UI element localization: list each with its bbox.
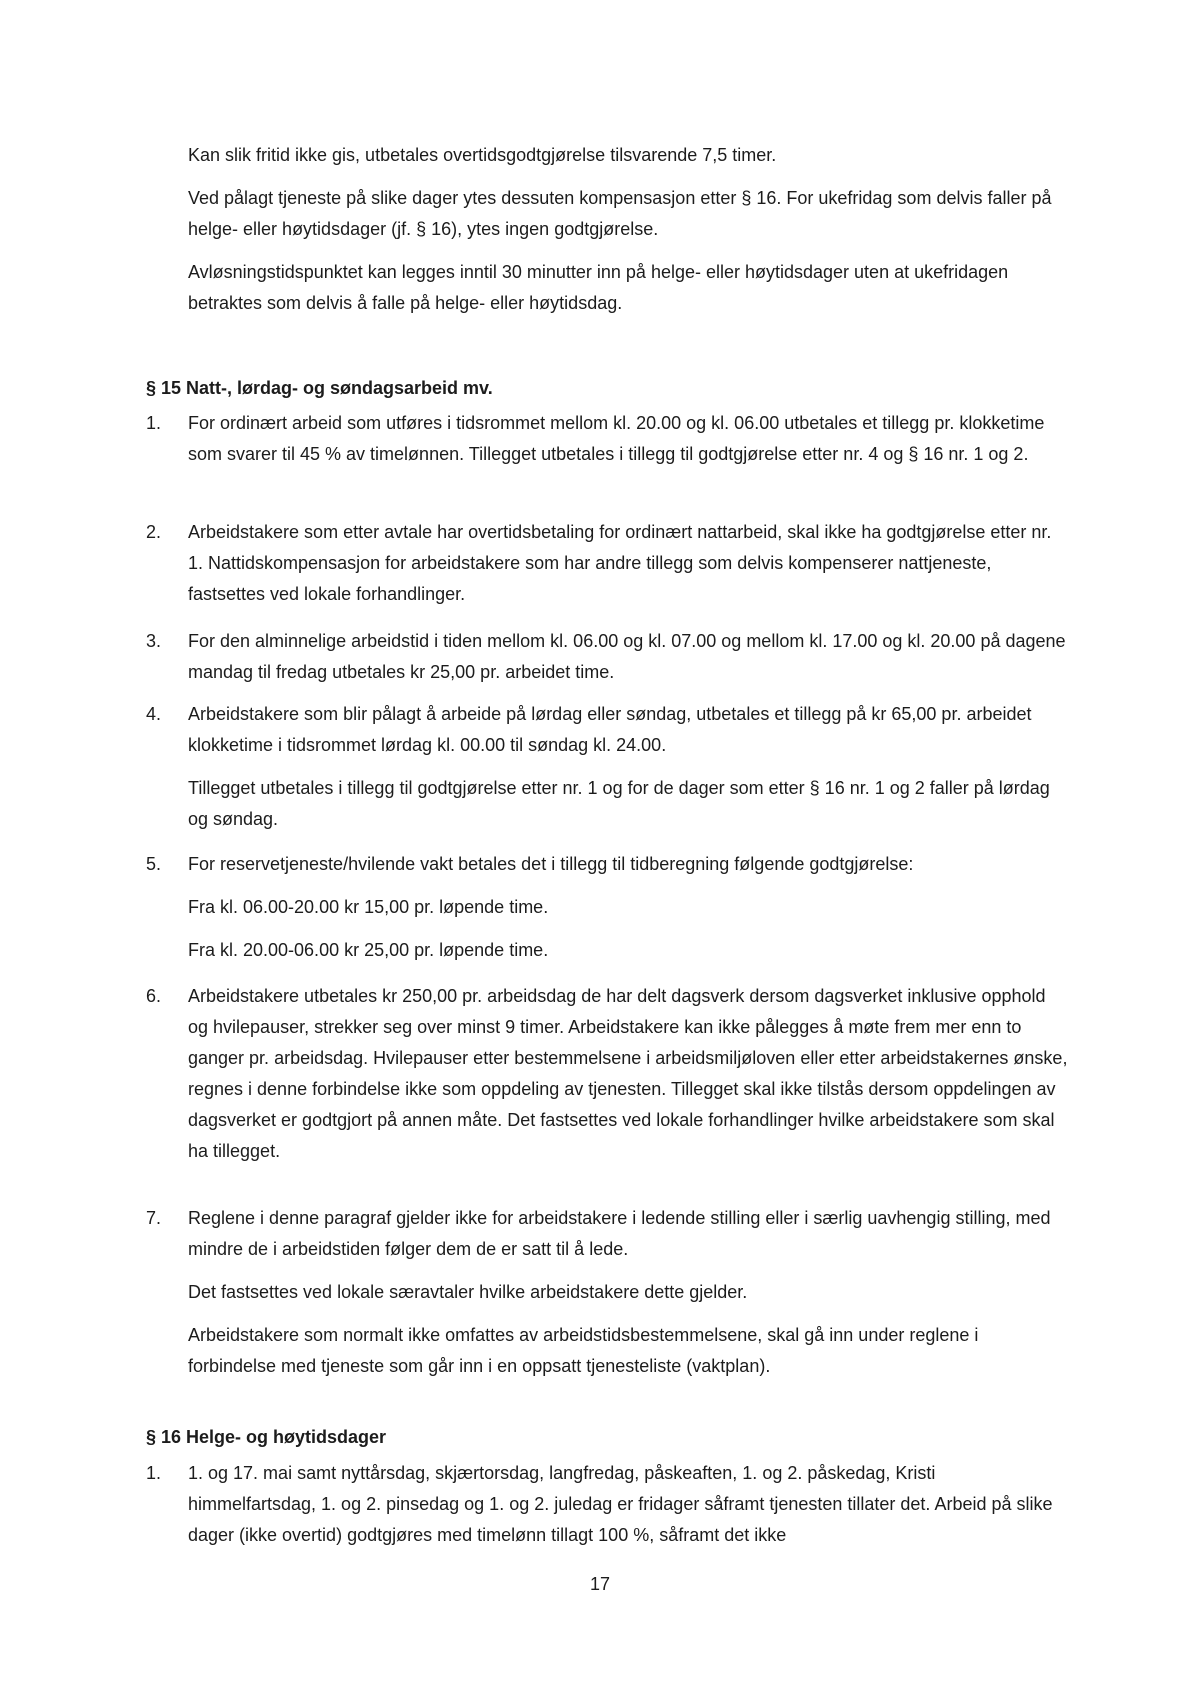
- rate-line-night: Fra kl. 20.00-06.00 kr 25,00 pr. løpende time.: [188, 940, 549, 960]
- item-extra-text: Det fastsettes ved lokale særavtaler hvilke arbeidstakere dette gjelder.: [188, 1282, 748, 1302]
- item-extra-text: Arbeidstakere som normalt ikke omfattes av arbeidstidsbestemmelsene, skal gå inn under reglene i forbindelse med tjeneste som går inn i en oppsatt tjenesteliste (vaktplan).: [188, 1325, 979, 1376]
- item-number: 7.: [146, 1208, 162, 1228]
- section-15-item-4: [146, 699, 1068, 847]
- item-text: 1. og 17. mai samt nyttårsdag, skjærtorsdag, langfredag, påskeaften, 1. og 2. påskedag, Kristi himmelfartsdag, 1. og 2. pinsedag og 1. og 2. juledag er fridager såframt tjenesten tillater det. Arbeid på slike dager (ikke overtid) godtgjøres med timelønn tillagt 100 %, såframt det ikke: [188, 1463, 1053, 1545]
- section-15-item-1: [146, 408, 1068, 482]
- section-15-item-2: [146, 517, 1068, 622]
- section-15-heading: § 15 Natt-, lørdag- og søndagsarbeid mv.: [146, 378, 493, 398]
- intro-paragraph: Ved pålagt tjeneste på slike dager ytes dessuten kompensasjon etter § 16. For ukefridag som delvis faller på helge- eller høytidsdager (jf. § 16), ytes ingen godtgjørelse.: [188, 188, 1052, 239]
- intro-paragraph: Kan slik fritid ikke gis, utbetales overtidsgodtgjørelse tilsvarende 7,5 timer.: [188, 145, 777, 165]
- section-15-item-7: [146, 1203, 1068, 1394]
- item-extra-text: Tillegget utbetales i tillegg til godtgjørelse etter nr. 1 og for de dager som etter § 16 nr. 1 og 2 faller på lørdag og søndag.: [188, 778, 1050, 829]
- item-text: Arbeidstakere som blir pålagt å arbeide på lørdag eller søndag, utbetales et tillegg på kr 65,00 pr. arbeidet klokketime i tidsrommet lørdag kl. 00.00 til søndag kl. 24.00.: [188, 704, 1032, 755]
- item-number: 1.: [146, 413, 162, 433]
- item-number: 5.: [146, 854, 162, 874]
- section-15-item-6: [146, 981, 1068, 1179]
- item-number: 1.: [146, 1463, 162, 1483]
- section-16-heading: § 16 Helge- og høytidsdager: [146, 1427, 387, 1447]
- item-number: 2.: [146, 522, 162, 542]
- item-text: Arbeidstakere utbetales kr 250,00 pr. arbeidsdag de har delt dagsverk dersom dagsverket inklusive opphold og hvilepauser, strekker seg over minst 9 timer. Arbeidstakere kan ikke pålegges å møte frem mer enn to ganger pr. arbeidsdag. Hvilepauser etter bestemmelsene i arbeidsmiljøloven eller etter arbeidstakernes ønske, regnes i denne forbindelse ikke som oppdeling av tjenesten. Tillegget skal ikke tilstås dersom oppdelingen av dagsverket er godtgjort på annen måte. Det fastsettes ved lokale forhandlinger hvilke arbeidstakere som skal ha tillegget.: [188, 986, 1068, 1161]
- section-15-item-3: [146, 626, 1068, 700]
- section-16-item-1: [146, 1458, 1068, 1563]
- intro-paragraph: Avløsningstidspunktet kan legges inntil 30 minutter inn på helge- eller høytidsdager uten at ukefridagen betraktes som delvis å falle på helge- eller høytidsdag.: [188, 262, 1009, 313]
- item-text: Arbeidstakere som etter avtale har overtidsbetaling for ordinært nattarbeid, skal ikke ha godtgjørelse etter nr. 1. Nattidskompensasjon for arbeidstakere som har andre tillegg som delvis kompenserer nattjeneste, fastsettes ved lokale forhandlinger.: [188, 522, 1052, 604]
- item-number: 6.: [146, 986, 162, 1006]
- intro-text: [188, 140, 1068, 331]
- item-number: 3.: [146, 631, 162, 651]
- item-number: 4.: [146, 704, 162, 724]
- rate-line-day: Fra kl. 06.00-20.00 kr 15,00 pr. løpende time.: [188, 897, 549, 917]
- item-text: For reservetjeneste/hvilende vakt betales det i tillegg til tidberegning følgende godtgjørelse:: [188, 854, 914, 874]
- page-number: 17: [589, 1574, 611, 1594]
- item-text: For den alminnelige arbeidstid i tiden mellom kl. 06.00 og kl. 07.00 og mellom kl. 17.00 og kl. 20.00 på dagene mandag til fredag utbetales kr 25,00 pr. arbeidet time.: [188, 631, 1066, 682]
- item-text: For ordinært arbeid som utføres i tidsrommet mellom kl. 20.00 og kl. 06.00 utbetales et tillegg pr. klokketime som svarer til 45 % av timelønnen. Tillegget utbetales i tillegg til godtgjørelse etter nr. 4 og § 16 nr. 1 og 2.: [188, 413, 1045, 464]
- section-15-item-5: [146, 849, 1068, 978]
- item-text: Reglene i denne paragraf gjelder ikke for arbeidstakere i ledende stilling eller i særlig uavhengig stilling, med mindre de i arbeidstiden følger dem de er satt til å lede.: [188, 1208, 1051, 1259]
